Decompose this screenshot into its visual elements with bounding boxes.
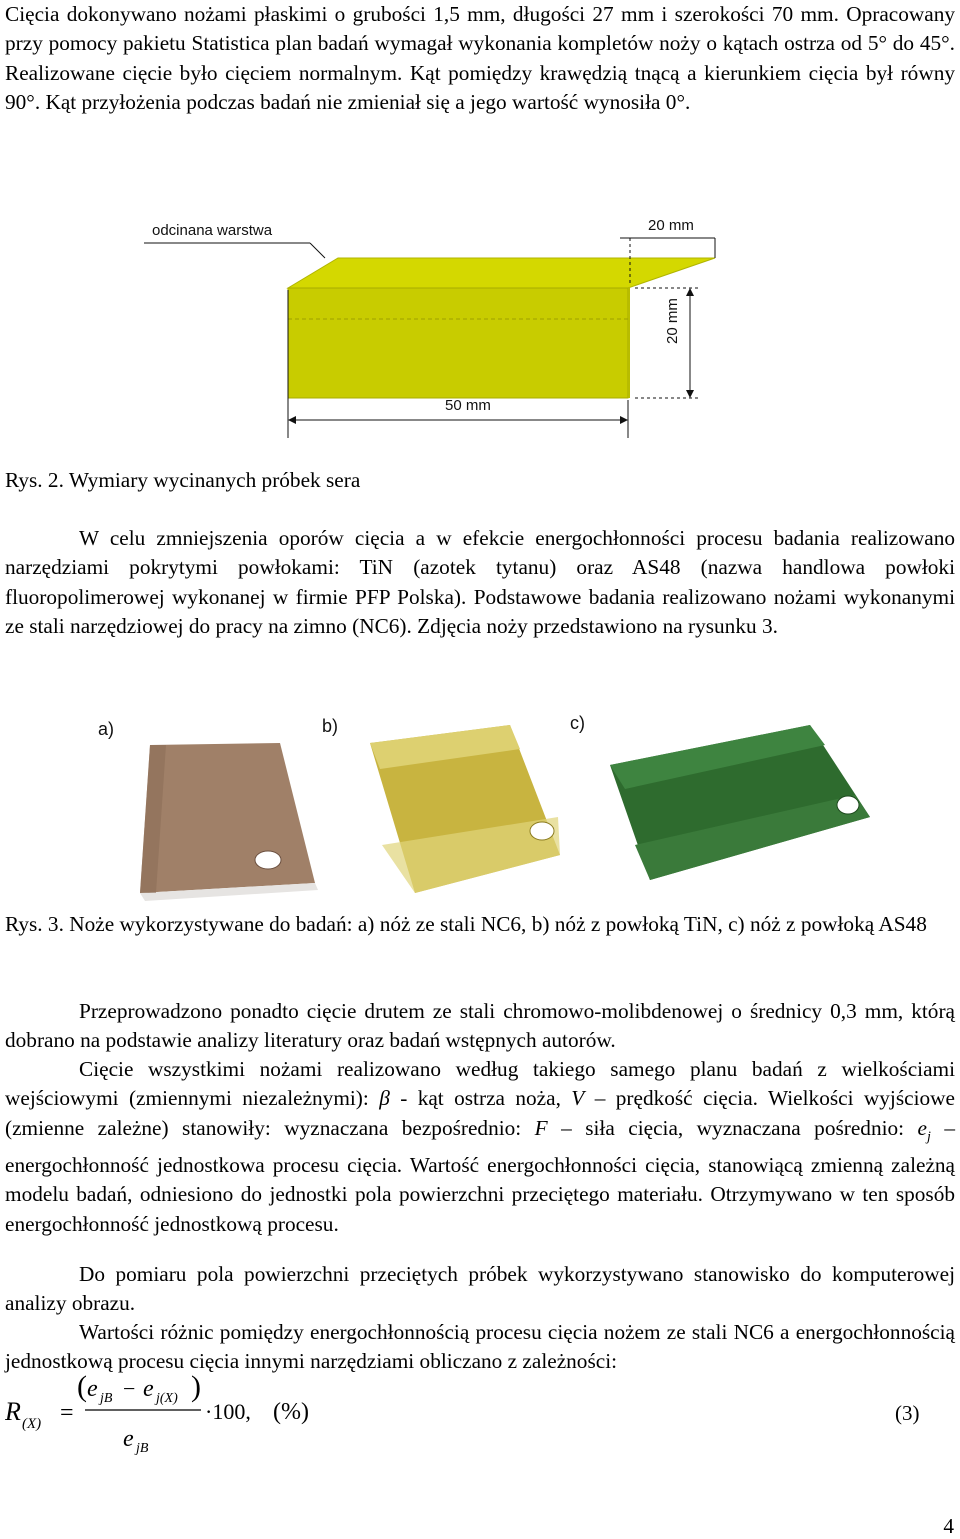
formula-num-e1-sub: jB [100, 1391, 113, 1406]
paragraph-knives-geometry: Cięcia dokonywano nożami płaskimi o grubości 1,5 mm, długości 27 mm i szerokości 70 mm. Opracowany przy pomocy pakietu Statistica plan badań wymagał wykonania kompletów noży o kątach ostrza od 5° do 45°. Realizowane cięcie było cięciem normalnym. Kąt pomiędzy krawędzią tnącą a kierunkiem cięcia był równy 90°. Kąt przyłożenia podczas badań nie zmieniał się a jego wartość wynosiła 0°. [5, 2, 955, 114]
cheese-block-top [288, 258, 715, 288]
paragraph-research-plan [5, 1055, 955, 1239]
formula-paren-open: ( [77, 1372, 87, 1403]
formula-equals: = [60, 1400, 74, 1426]
formula-unit: (%) [273, 1399, 309, 1425]
knife-c-as48 [610, 725, 870, 880]
label-knife-c: c) [570, 713, 585, 733]
formula-number: (3) [895, 1401, 920, 1425]
dim-height-label: 20 mm [664, 298, 681, 344]
cheese-block-front [288, 288, 628, 398]
paragraph-coatings: W celu zmniejszenia oporów cięcia a w efekcie energochłonności procesu badania realizowano narzędziami pokrytymi powłokami: TiN (azotek tytanu) oraz AS48 (nazwa handlowa powłoki fluoropolimerowej wykonanej w firmie PFP Polska). Podstawowe badania realizowano nożami wykonanymi ze stali narzędziowej do pracy na zimno (NC6). Zdjęcia noży przedstawiono na rysunku 3. [5, 526, 955, 638]
formula-lhs-sub: (X) [22, 1416, 42, 1432]
formula-den-e: e [123, 1426, 134, 1452]
knife-a-steel [140, 743, 318, 901]
formula-lhs: R [5, 1397, 21, 1426]
label-knife-b: b) [322, 716, 339, 736]
paragraph-wire-cutting: Przeprowadzono ponadto cięcie drutem ze stali chromowo-molibdenowej o średnicy 0,3 mm, którą dobrano na podstawie analizy literatury oraz badań wstępnych autorów. [5, 999, 955, 1053]
caption-figure-2: Rys. 2. Wymiary wycinanych próbek sera [5, 468, 361, 492]
formula-num-e2-sub: j(X) [156, 1391, 178, 1406]
figure-knives-photo [90, 705, 960, 905]
formula-minus: − [123, 1376, 136, 1401]
p4-text-d: – siła cięcia, wyznaczana pośrednio: [547, 1115, 918, 1140]
formula-paren-close: ) [191, 1372, 201, 1403]
label-knife-a: a) [98, 719, 115, 739]
page-number: 4 [943, 1514, 954, 1538]
symbol-ej: e [917, 1115, 927, 1140]
p4-text-a: Cięcie wszystkimi nożami realizowano według takiego samego planu badań z wielkościami wejściowymi (zmiennymi niezależnymi): [5, 1057, 955, 1111]
caption-figure-3: Rys. 3. Noże wykorzystywane do badań: a) nóż ze stali NC6, b) nóż z powłoką TiN, c) nóż z powłoką AS48 [5, 912, 927, 936]
dim-length-label: 50 mm [445, 397, 491, 414]
formula-3 [5, 1372, 955, 1462]
p4-text-b: - kąt ostrza noża, [389, 1086, 572, 1111]
paragraph-differences: Wartości różnic pomiędzy energochłonnością procesu cięcia nożem ze stali NC6 a energochłonnością jednostkową procesu cięcia innymi narzędziami obliczano z zależności: [5, 1320, 955, 1374]
formula-den-e-sub: jB [136, 1441, 149, 1456]
symbol-ej-sub: j [926, 1128, 931, 1144]
formula-num-e2: e [143, 1376, 154, 1402]
p4-text-c: – prędkość cięcia. Wielkości wyjściowe (zmienne zależne) stanowiły: wyznaczana bezpośrednio: [5, 1086, 955, 1140]
paragraph-image-analysis: Do pomiaru pola powierzchni przeciętych próbek wykorzystywano stanowisko do komputerowej analizy obrazu. [5, 1262, 955, 1316]
symbol-beta: β [379, 1086, 390, 1111]
knife-b-tin [370, 725, 560, 893]
formula-num-e1: e [87, 1376, 98, 1402]
symbol-f: F [534, 1115, 548, 1140]
cheese-block-side [628, 288, 630, 398]
dim-width-label: 20 mm [648, 217, 694, 234]
symbol-v: V [571, 1086, 585, 1111]
figure-sample-dimensions [120, 208, 730, 440]
p4-text-e: – energochłonność jednostkowa procesu cięcia. Wartość energochłonności cięcia, stanowiącą zmienną zależną modelu badań, odniesiono do jednostki pola powierzchni przeciętego materiału. Otrzymywano w ten sposób energochłonność jednostkową procesu. [5, 1115, 955, 1236]
label-cut-layer: odcinana warstwa [152, 222, 273, 239]
formula-factor: ·100, [205, 1399, 251, 1424]
